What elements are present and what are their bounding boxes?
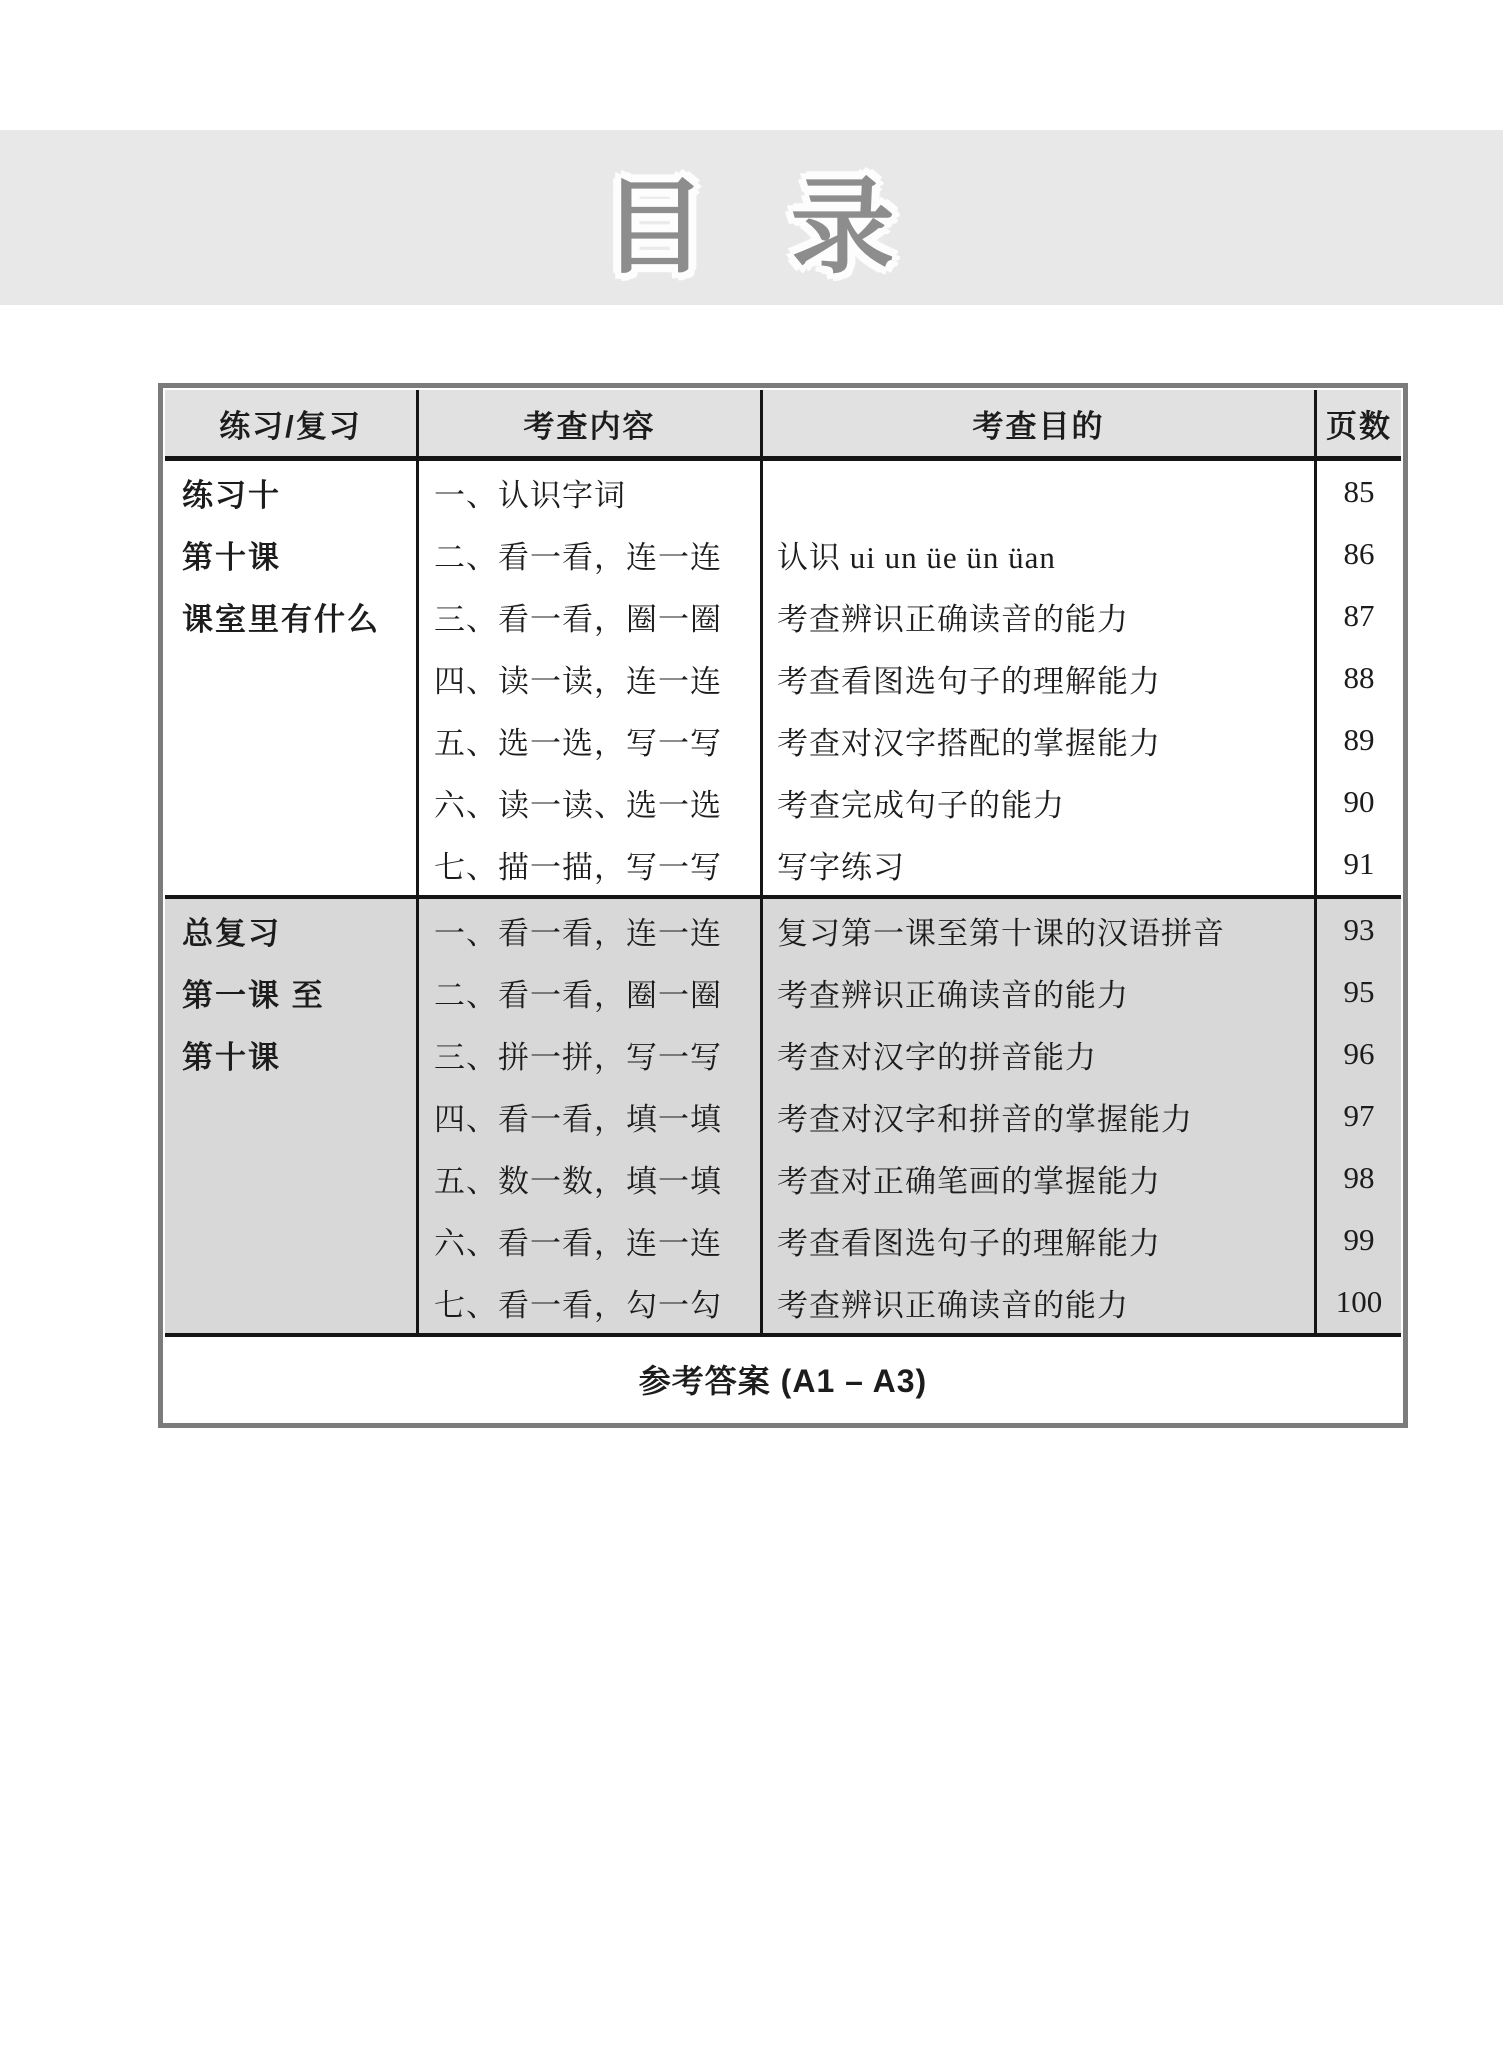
- page-number-cell: 85: [1343, 474, 1375, 509]
- table-header-row: [165, 390, 1401, 461]
- section-label-line: 课室里有什么: [182, 601, 380, 637]
- answers-row: [165, 1337, 1401, 1421]
- purpose-column: [763, 461, 1317, 895]
- content-cell: 五、数一数，填一填: [434, 1163, 722, 1199]
- section-label-line: 第十课: [182, 1039, 281, 1075]
- toc-table: [158, 383, 1408, 1428]
- purpose-cell: 写字练习: [777, 849, 905, 885]
- title-band: [0, 130, 1503, 305]
- purpose-cell: 考查对汉字和拼音的掌握能力: [777, 1101, 1193, 1137]
- content-cell: 七、描一描，写一写: [434, 849, 722, 885]
- page-title: 目 录: [602, 165, 901, 288]
- section-label-line: 总复习: [182, 915, 281, 951]
- page-number-cell: 100: [1335, 1284, 1383, 1319]
- purpose-cell: 考查对正确笔画的掌握能力: [777, 1163, 1161, 1199]
- page-number-cell: 91: [1343, 846, 1375, 881]
- page-number-cell: 93: [1343, 912, 1375, 947]
- page-number-cell: 95: [1343, 974, 1375, 1009]
- content-cell: 六、读一读、选一选: [434, 787, 722, 823]
- header-page-number: 页数: [1326, 408, 1392, 444]
- page-number-cell: 98: [1343, 1160, 1375, 1195]
- purpose-cell: 考查辨识正确读音的能力: [777, 977, 1129, 1013]
- page-number-cell: 86: [1343, 536, 1375, 571]
- content-cell: 三、拼一拼，写一写: [434, 1039, 722, 1075]
- section-label-line: 第十课: [182, 539, 281, 575]
- purpose-cell: 考查看图选句子的理解能力: [777, 1225, 1161, 1261]
- purpose-cell: 考查看图选句子的理解能力: [777, 663, 1161, 699]
- purpose-cell: 考查辨识正确读音的能力: [777, 601, 1129, 637]
- purpose-column: [763, 899, 1317, 1333]
- page-number-cell: 96: [1343, 1036, 1375, 1071]
- purpose-cell: 复习第一课至第十课的汉语拼音: [777, 915, 1225, 951]
- content-column: [419, 899, 763, 1333]
- answers-label: 参考答案 (A1 – A3): [638, 1363, 928, 1399]
- header-exercise-review: 练习/复习: [165, 390, 419, 456]
- purpose-cell: 考查完成句子的能力: [777, 787, 1065, 823]
- content-cell: 三、看一看，圈一圈: [434, 601, 722, 637]
- purpose-cell: [763, 461, 1314, 523]
- content-cell: 一、看一看，连一连: [434, 915, 722, 951]
- page-number-cell: 89: [1343, 722, 1375, 757]
- content-column: [419, 461, 763, 895]
- purpose-cell: 认识 ui un üe ün üan: [777, 539, 1056, 575]
- page-number-cell: 99: [1343, 1222, 1375, 1257]
- section-label-column: [165, 461, 419, 895]
- header-exam-purpose: 考查目的: [763, 390, 1317, 456]
- content-cell: 六、看一看，连一连: [434, 1225, 722, 1261]
- purpose-cell: 考查对汉字的拼音能力: [777, 1039, 1097, 1075]
- section-exercise-ten: [165, 461, 1401, 899]
- section-label-column: [165, 899, 419, 1333]
- section-label-line: 练习十: [182, 477, 281, 513]
- section-general-review: [165, 899, 1401, 1337]
- page-number-cell: 97: [1343, 1098, 1375, 1133]
- content-cell: 五、选一选，写一写: [434, 725, 722, 761]
- content-cell: 四、看一看，填一填: [434, 1101, 722, 1137]
- section-label-line: 第一课 至: [182, 977, 325, 1013]
- page-number-cell: 88: [1343, 660, 1375, 695]
- page-number-column: [1317, 899, 1401, 1333]
- content-cell: 二、看一看，连一连: [434, 539, 722, 575]
- page-number-cell: 87: [1343, 598, 1375, 633]
- content-cell: 四、读一读，连一连: [434, 663, 722, 699]
- page-number-cell: 90: [1343, 784, 1375, 819]
- purpose-cell: 考查辨识正确读音的能力: [777, 1287, 1129, 1323]
- content-cell: 七、看一看，勾一勾: [434, 1287, 722, 1323]
- purpose-cell: 考查对汉字搭配的掌握能力: [777, 725, 1161, 761]
- page-number-column: [1317, 461, 1401, 895]
- content-cell: 一、认识字词: [434, 477, 626, 513]
- content-cell: 二、看一看，圈一圈: [434, 977, 722, 1013]
- header-exam-content: 考查内容: [419, 390, 763, 456]
